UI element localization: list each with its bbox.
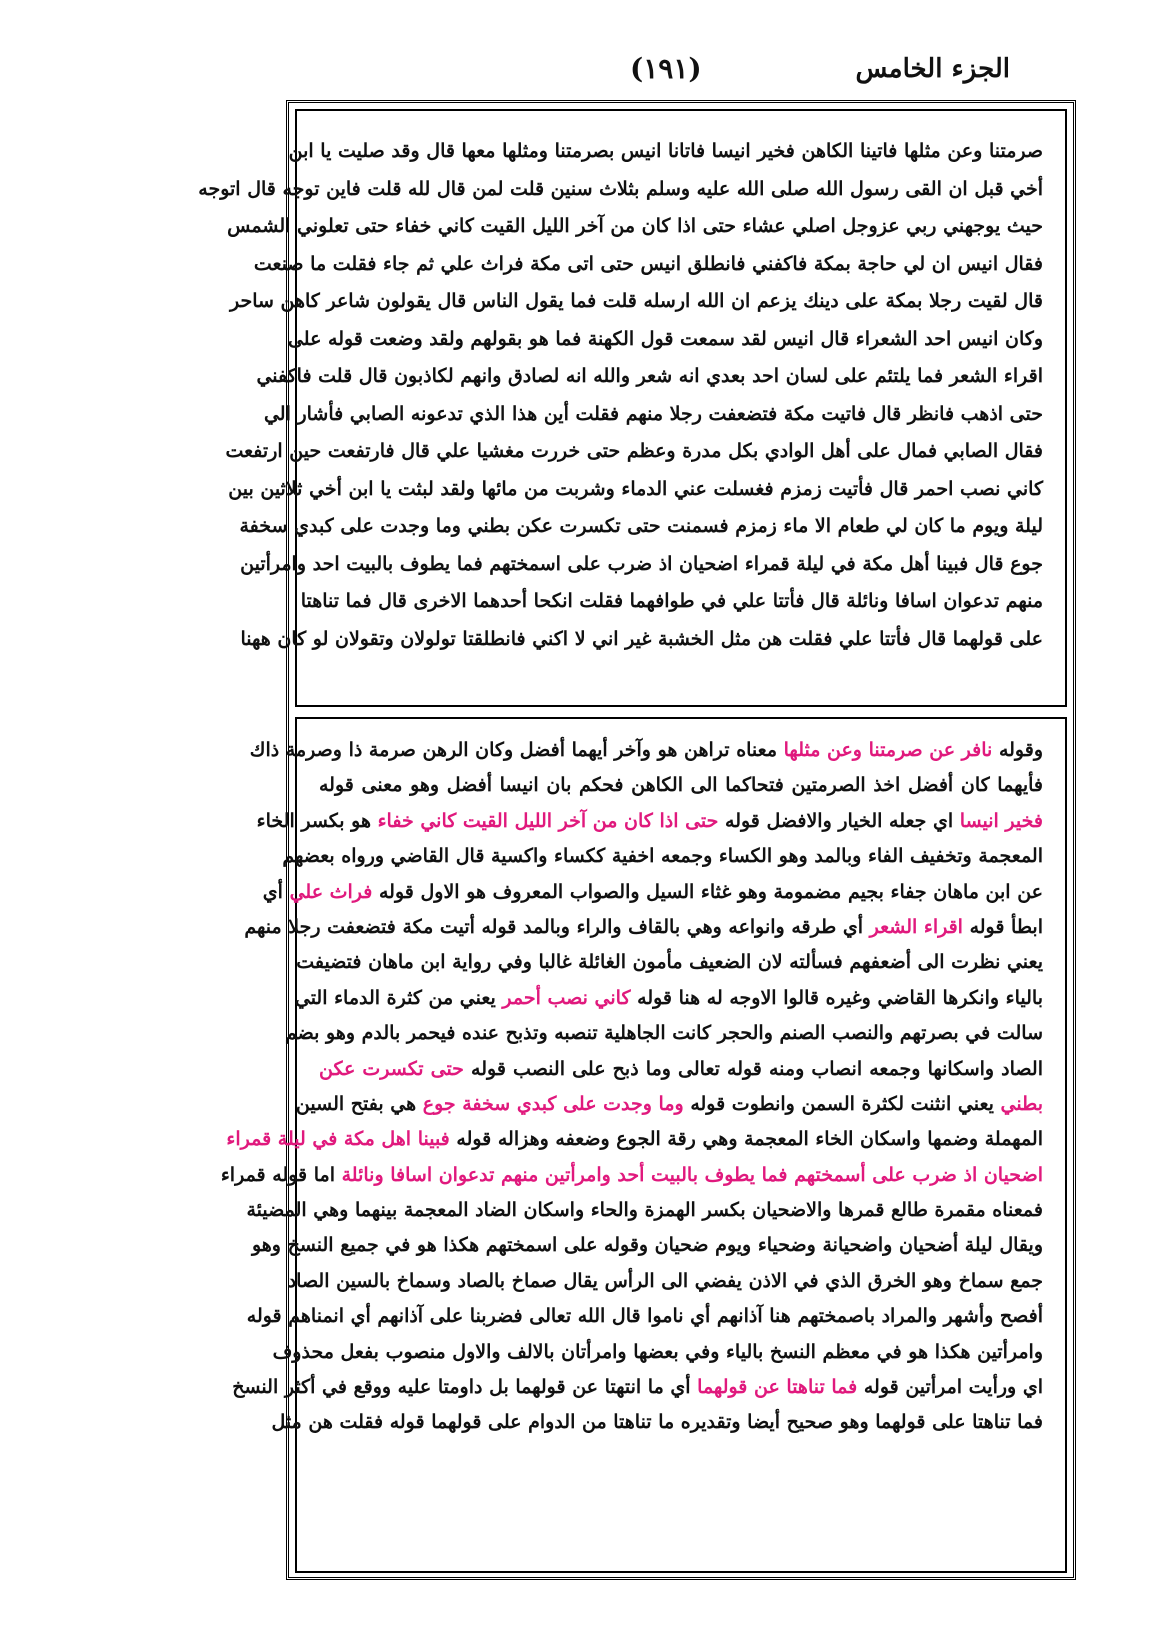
commentary-segment: فمعناه مقمرة طالع قمرها والاضحيان بكسر الهمزة والحاء واسكان الضاد المعجمة بينهما وهي المضيئة — [246, 1199, 1043, 1222]
hadith-line: جوع قال فبينا أهل مكة في ليلة قمراء اضحيان اذ ضرب على اسمختهم فما يطوف بالبيت احد وامرأتين — [240, 552, 1043, 575]
commentary-line — [226, 1122, 1043, 1157]
page-header — [300, 50, 1010, 100]
commentary-line — [246, 1193, 1043, 1228]
commentary-segment: أي طرقه وانواعه وهي بالقاف والراء وبالمد قوله أتيت مكة فتضعفت رجلا منهم — [244, 915, 870, 938]
highlighted-quote: كاني نصب أحمر — [502, 986, 631, 1009]
commentary-line — [256, 804, 1043, 839]
commentary-segment: أي — [262, 880, 290, 903]
highlighted-quote: بطني — [1000, 1092, 1043, 1115]
commentary-segment: هي بفتح السين — [295, 1092, 423, 1115]
hadith-line: على قولهما قال فأتتا علي فقلت هن مثل الخشبة غير اني لا اكني فانطلقتا تولولان وتقولان لو كان ههنا — [240, 627, 1043, 650]
page-number: (١٩١) — [630, 52, 702, 85]
commentary-segment: هو بكسر الخاء — [256, 809, 378, 832]
commentary-segment: بالياء وانكرها القاضي وغيره قالوا الاوجه له هنا قوله — [630, 986, 1043, 1009]
hadith-line: وكان انيس احد الشعراء قال انيس لقد سمعت قول الكهنة فما هو بقولهم ولقد وضعت قوله على — [287, 327, 1043, 350]
commentary-line — [282, 839, 1043, 874]
commentary-segment: فما تناهتا على قولهما وهو صحيح أيضا وتقديره ما تناهتا من الدوام على قولهما قوله فقلت هن مثل — [271, 1411, 1043, 1434]
commentary-line — [271, 1405, 1043, 1440]
highlighted-quote: فخير انيسا — [959, 809, 1043, 832]
highlighted-quote: وما وجدت على كبدي سخفة جوع — [422, 1092, 684, 1115]
commentary-segment: فأيهما كان أفضل اخذ الصرمتين فتحاكما الى الكاهن فحكم بان انيسا أفضل وهو معنى قوله — [319, 774, 1043, 797]
commentary-segment: جمع سماخ وهو الخرق الذي في الاذن يفضي الى الرأس يقال صماخ بالصاد وسماخ بالسين الصاد — [287, 1269, 1043, 1292]
commentary-segment: عن ابن ماهان جفاء بجيم مضمومة وهو غثاء السيل والصواب المعروف هو الاول قوله — [372, 880, 1043, 903]
page-frame — [198, 100, 1076, 1580]
commentary-segment: يعني من كثرة الدماء التي — [294, 986, 503, 1009]
hadith-line: فقال انيس ان لي حاجة بمكة فاكفني فانطلق انيس حتى اتى مكة فراث علي ثم جاء فقلت ما صنعت — [253, 252, 1043, 275]
commentary-line — [244, 910, 1043, 945]
highlighted-quote: فما تناهتا عن قولهما — [697, 1376, 858, 1399]
commentary-line — [262, 875, 1043, 910]
hadith-line: كاني نصب احمر قال فأتيت زمزم فغسلت عني الدماء وشربت من مائها ولقد لبثت يا ابن أخي ثلاثين بين — [228, 477, 1043, 500]
commentary-line — [296, 945, 1043, 980]
commentary-segment: وقوله — [992, 739, 1043, 761]
commentary-segment: الصاد واسكانها وجمعه انصاب ومنه قوله تعالى وما ذبح على النصب قوله — [463, 1057, 1043, 1080]
commentary-segment: المعجمة وتخفيف الفاء وبالمد وهو الكساء وجمعه اخفية ككساء واكسية قال القاضي ورواه بعضهم — [282, 845, 1043, 868]
commentary-segment: ابطأ قوله — [962, 915, 1043, 938]
hadith-line: حيث يوجهني ربي عزوجل اصلي عشاء حتى اذا كان من آخر الليل القيت كاني خفاء حتى تعلوني الشمس — [227, 215, 1043, 237]
commentary-segment: ويقال ليلة أضحيان واضحيانة وضحياء ويوم ضحيان وقوله على اسمختهم هكذا هو في جميع النسخ وهو — [251, 1234, 1043, 1257]
commentary-line — [319, 1052, 1043, 1087]
commentary-segment: سالت في بصرتهم والنصب الصنم والحجر كانت الجاهلية تنصبه وتذبح عنده فيحمر بالدم وهو بضم — [284, 1022, 1043, 1045]
hadith-line: ليلة ويوم ما كان لي طعام الا ماء زمزم فسمنت حتى تكسرت عكن بطني وما وجدت على كبدي سخفة — [239, 515, 1043, 537]
commentary-segment: معناه تراهن هو وآخر أيهما أفضل وكان الرهن صرمة ذا وصرمة ذاك — [249, 739, 784, 761]
commentary-segment: يعني انثنت لكثرة السمن وانطوت قوله — [683, 1092, 1001, 1115]
highlighted-quote: نافر عن صرمتنا وعن مثلها — [783, 739, 993, 761]
commentary-text-box — [220, 717, 1067, 1573]
commentary-segment: المهملة وضمها واسكان الخاء المعجمة وهي رقة الجوع وضعفه وهزاله قوله — [449, 1128, 1043, 1151]
commentary-line — [294, 981, 1043, 1016]
commentary-line — [251, 1228, 1043, 1263]
hadith-line: أخي قبل ان القى رسول الله صلى الله عليه وسلم بثلاث سنين قلت لمن قال لله قلت فاين توجه قال اتوجه — [198, 177, 1043, 200]
commentary-line — [220, 1158, 1043, 1193]
hadith-line: منهم تدعوان اسافا ونائلة قال فأتتا علي في طوافهما فقلت انكحا أحدهما الاخرى قال فما تناهتا — [300, 590, 1043, 612]
commentary-segment: اي جعله الخيار والافضل قوله — [718, 809, 960, 832]
hadith-line: صرمتنا وعن مثلها فاتينا الكاهن فخير انيسا فاتانا انيس بصرمتنا ومثلها معها قال وقد صليت يا ابن — [288, 140, 1043, 162]
commentary-line — [249, 733, 1043, 768]
hadith-text-box — [198, 109, 1067, 707]
volume-label: الجزء الخامس — [855, 54, 1010, 84]
commentary-line — [287, 1264, 1043, 1299]
highlighted-quote: فراث علي — [289, 880, 373, 903]
hadith-line: حتى اذهب فانظر قال فاتيت مكة فتضعفت رجلا منهم فقلت أين هذا الذي تدعونه الصابي فأشار الي — [263, 402, 1043, 425]
hadith-text — [198, 133, 1043, 658]
commentary-line — [319, 768, 1043, 803]
highlighted-quote: حتى اذا كان من آخر الليل القيت كاني خفاء — [377, 809, 719, 832]
commentary-segment: وامرأتين هكذا هو في معظم النسخ بالياء وفي بعضها وامرأتان بالالف والاول منصوب بفعل محذوف — [272, 1340, 1043, 1363]
commentary-line — [295, 1087, 1043, 1122]
commentary-text — [220, 733, 1043, 1441]
commentary-line — [232, 1370, 1043, 1405]
commentary-segment: أي ما انتهتا عن قولهما بل داومتا عليه ووقع في أكثر النسخ — [232, 1376, 698, 1399]
highlighted-quote: فبينا اهل مكة في ليلة قمراء — [226, 1128, 450, 1151]
commentary-line — [272, 1335, 1043, 1370]
commentary-segment: اي ورأيت امرأتين قوله — [857, 1376, 1043, 1399]
highlighted-quote: حتى تكسرت عكن — [319, 1057, 464, 1080]
hadith-line: قال لقيت رجلا بمكة على دينك يزعم ان الله ارسله قلت فما يقول الناس قال يقولون شاعر كاهن ساحر — [229, 290, 1043, 312]
commentary-segment: يعني نظرت الى أضعفهم فسألته لان الضعيف مأمون الغائلة غالبا وفي رواية ابن ماهان فتضيفت — [296, 951, 1043, 974]
commentary-segment: أفصح وأشهر والمراد باصمختهم هنا آذانهم أي ناموا قال الله تعالى فضربنا على آذانهم أي انمناهم قوله — [246, 1305, 1043, 1328]
hadith-line: اقراء الشعر فما يلتئم على لسان احد بعدي انه شعر والله انه لصادق وانهم لكاذبون قال قلت فاكفني — [256, 365, 1043, 387]
commentary-segment: اما قوله قمراء — [220, 1163, 342, 1186]
commentary-line — [284, 1016, 1043, 1051]
commentary-line — [246, 1299, 1043, 1334]
highlighted-quote: اقراء الشعر — [869, 915, 963, 938]
hadith-line: فقال الصابي فمال على أهل الوادي بكل مدرة وعظم حتى خررت مغشيا علي قال فارتفعت حين ارتفعت — [225, 440, 1043, 462]
highlighted-quote: اضحيان اذ ضرب على أسمختهم فما يطوف بالبيت أحد وامرأتين منهم تدعوان اسافا ونائلة — [341, 1163, 1043, 1186]
